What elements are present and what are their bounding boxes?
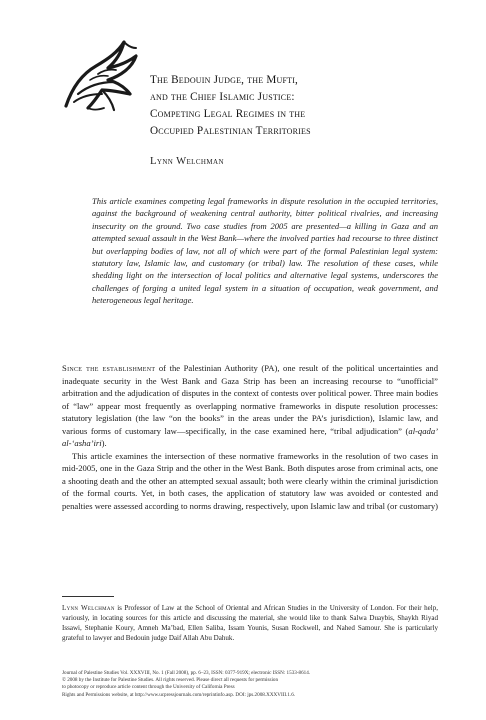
abstract: This article examines competing legal frameworks in dispute resolution in the occupied territories, against the background of weakening central authority, bitter political rivalries, and increasing insecurity on the ground. Two case studies from 2005 are presented—a killing in Gaza and an attempted sexual assault in the West Bank—where the involved parties had recourse to three distinct but overlapping bodies of law, not all of which were part of the formal Palestinian legal system: statutory law, Islamic law, and customary (or tribal) law. The resolution of these cases, while shedding light on the intersection of local politics and alternative legal systems, underscores the challenges of forging a united legal system in a situation of occupation, weak government, and heterogeneous legal heritage.	[92, 196, 438, 306]
title-line: Competing Legal Regimes in the	[150, 108, 306, 120]
arabic-term: al-qada’ al-‘asha’iri	[62, 425, 438, 448]
citation-line: © 2008 by the Institute for Palestine Studies. All rights reserved. Please direct all requests for permission	[62, 677, 279, 684]
paragraph-text: of the Palestinian Authority (PA), one result of the political uncertainties and inadequate security in the West Bank and Gaza Strip has been an increasing recourse to “unofficial” arbitration and the adjudication of disputes in the context of contests over political power. Three main bodies of “law” appear most frequently as overlapping normative frameworks in dispute resolution processes: statutory legislation (the law “on the books” in the areas under the PA’s jurisdiction), Islamic law, and various forms of customary law—specifically, in the case examined here, “tribal adjudication” (	[62, 363, 438, 436]
title-line: Occupied Palestinian Territories	[150, 125, 311, 137]
author-name: Lynn Welchman	[150, 156, 224, 167]
journal-bird-logo-icon	[58, 36, 144, 116]
title-line: and the Chief Islamic Justice:	[150, 91, 295, 103]
citation-line: to photocopy or reproduce article content through the University of California Press	[62, 684, 235, 691]
body-paragraph-2: This article examines the intersection of these normative frameworks in the resolution of two cases in mid-2005, one in the Gaza Strip and the other in the West Bank. Both disputes arose from criminal acts, one a shooting death and the other an attempted sexual assault; both were clearly within the criminal jurisdiction of the formal courts. Yet, in both cases, the application of statutory law was avoided or contested and penalties were assessed according to norms drawing, respectively, upon Islamic law and tribal (or customary)	[62, 450, 439, 511]
article-title	[150, 72, 440, 140]
paragraph-lead-in: Since the establishment	[62, 363, 156, 373]
title-line: The Bedouin Judge, the Mufti,	[150, 74, 299, 86]
footnote-text: is Professor of Law at the School of Oriental and African Studies in the University of London. For their help, variously, in locating sources for this article and discussing the material, she would like to thank Salwa Duaybis, Shaykh Riyad Issawi, Stephanie Koury, Amneh Ma’bad, Ellen Saliba, Issam Younis, Susan Rockwell, and Nahed Samour. She is particularly grateful to lawyer and Bedouin judge Daif Allah Abu Dahuk.	[62, 604, 438, 643]
body-paragraph-1	[62, 362, 438, 450]
article-body	[62, 362, 438, 512]
footnote-divider	[62, 596, 114, 597]
citation-line: Journal of Palestine Studies Vol. XXXVIII, No. 1 (Fall 2008), pp. 6–23, ISSN: 0377-919X; electronic ISSN: 1533-8614.	[62, 670, 311, 676]
author-footnote	[62, 603, 438, 643]
paragraph-text-end: ).	[101, 438, 107, 448]
footnote-author: Lynn Welchman	[62, 604, 115, 612]
citation-line: Rights and Permissions website, at http://www.ucpressjournals.com/reprintinfo.asp. DOI: jps.2008.XXXVIII.1.6.	[62, 691, 296, 698]
journal-citation	[62, 670, 438, 699]
